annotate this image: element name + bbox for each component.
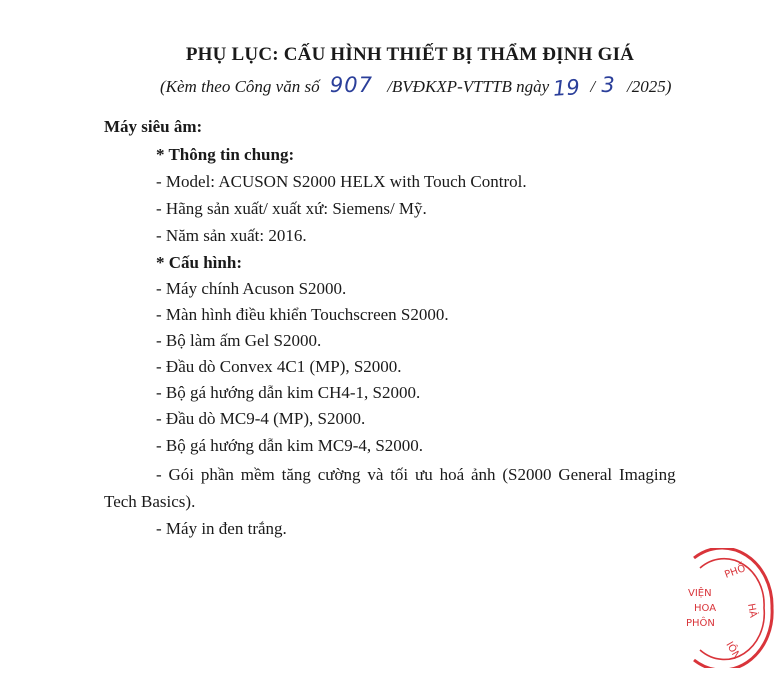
device-heading: Máy siêu âm: bbox=[104, 117, 203, 136]
software-package-line-cont: Tech Basics). bbox=[104, 492, 196, 511]
general-info-item: - Hãng sản xuất/ xuất xứ: Siemens/ Mỹ. bbox=[156, 199, 427, 218]
software-package-line: - Gói phần mềm tăng cường và tối ưu hoá ảnh (S2000 General Imaging bbox=[156, 465, 676, 484]
svg-text:VIỆN: VIỆN bbox=[688, 588, 712, 599]
config-item: - Bộ gá hướng dẫn kim CH4-1, S2000. bbox=[156, 383, 421, 402]
config-item: - Màn hình điều khiển Touchscreen S2000. bbox=[156, 305, 449, 324]
svg-text:HOA: HOA bbox=[694, 603, 717, 614]
config-item: - Bộ làm ấm Gel S2000. bbox=[156, 331, 322, 350]
config-item: - Đầu dò Convex 4C1 (MP), S2000. bbox=[156, 357, 402, 376]
general-info-item: - Năm sản xuất: 2016. bbox=[156, 226, 307, 245]
subtitle-prefix: (Kèm theo Công văn số bbox=[160, 77, 320, 96]
printer-item: - Máy in đen trắng. bbox=[156, 519, 287, 538]
config-item: - Bộ gá hướng dẫn kim MC9-4, S2000. bbox=[156, 436, 424, 455]
config-item: - Đầu dò MC9-4 (MP), S2000. bbox=[156, 409, 366, 428]
document-reference bbox=[160, 73, 672, 101]
handwritten-month: 3 bbox=[601, 73, 615, 97]
general-info-item: - Model: ACUSON S2000 HELX with Touch Control. bbox=[156, 172, 527, 191]
handwritten-doc-number: 907 bbox=[329, 73, 373, 97]
svg-text:PHÔN: PHÔN bbox=[686, 618, 715, 629]
svg-text:PHỐ: PHỐ bbox=[723, 563, 748, 581]
svg-text:IÔN: IÔN bbox=[723, 640, 743, 662]
seal-graphic bbox=[674, 548, 774, 668]
subtitle-mid: /BVĐKXP-VTTTB ngày bbox=[387, 77, 550, 96]
config-heading: * Cấu hình: bbox=[156, 253, 242, 272]
svg-text:HÀ: HÀ bbox=[745, 602, 759, 619]
subtitle-year: /2025) bbox=[627, 77, 672, 96]
general-info-heading: * Thông tin chung: bbox=[156, 145, 295, 164]
handwritten-day: 19 bbox=[552, 75, 581, 101]
red-seal-stamp bbox=[674, 548, 774, 668]
date-separator: / bbox=[590, 77, 596, 96]
config-item: - Máy chính Acuson S2000. bbox=[156, 279, 347, 298]
page-title: PHỤ LỤC: CẤU HÌNH THIẾT BỊ THẨM ĐỊNH GIÁ bbox=[185, 44, 635, 65]
